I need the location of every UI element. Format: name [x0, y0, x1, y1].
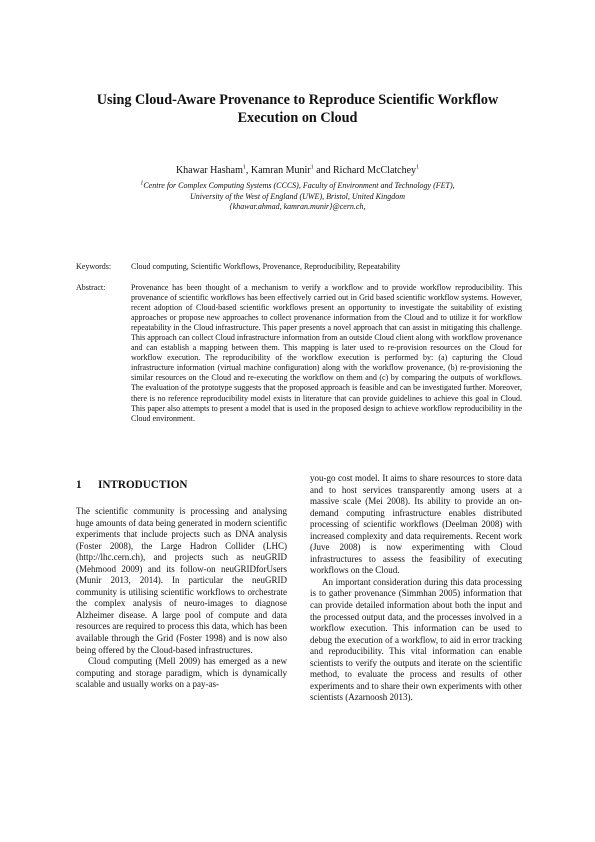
left-column — [76, 506, 287, 691]
body-paragraph: Cloud computing (Mell 2009) has emerged as a new computing and storage paradigm, which is dynamically scalable and usually works on a pay-as- — [76, 656, 287, 690]
affiliation-marker: 1 — [310, 164, 314, 171]
section-number: 1 — [76, 479, 82, 491]
keywords-label: Keywords: — [76, 262, 112, 271]
paper-title — [60, 92, 535, 127]
right-column — [310, 473, 522, 704]
affiliation-marker: 1 — [140, 180, 144, 187]
affiliation-block — [60, 181, 535, 213]
title-line-2: Execution on Cloud — [237, 109, 358, 126]
author-name: Khawar Hasham — [175, 165, 243, 176]
author-list — [80, 165, 515, 177]
keywords-text: Cloud computing, Scientific Workflows, Provenance, Reproducibility, Repeatability — [131, 262, 401, 271]
author-name: and Richard McClatchey — [316, 165, 417, 176]
section-title: INTRODUCTION — [98, 479, 188, 491]
affiliation-line: University of the West of England (UWE), Bristol, United Kingdom — [189, 191, 405, 201]
section-heading — [76, 479, 286, 491]
author-separator: , — [245, 165, 251, 176]
abstract-text: Provenance has been thought of a mechanism to verify a workflow and to provide workflow reproducibility. This provenance of scientific workflows has been effectively carried out in Grid based scientific workflow systems. However, recent adoption of Cloud-based scientific workflows present an opportunity to investigate the suitability of existing approaches or propose new approaches to collect provenance information from the Cloud and to utilize it for workflow repeatability in the Cloud infrastructure. This paper presents a novel approach that can assist in mitigating this challenge. This approach can collect Cloud infrastructure information from an outside Cloud client along with workflow provenance and can establish a mapping between them. This mapping is later used to re-provision resources on the Cloud for workflow execution. The reproducibility of the workflow execution is performed by: (a) capturing the Cloud infrastructure information (virtual machine configuration) along with the workflow provenance, (b) re-provisioning the similar resources on the Cloud and re-executing the workflow on them and (c) by comparing the outputs of workflows. The evaluation of the prototype suggests that the proposed approach is feasible and can be investigated further. Moreover, there is no reference reproducibility model exists in literature that can provide guidelines to achieve this goal in Cloud. This paper also attempts to present a model that is used in the proposed design to achieve workflow reproducibility in the Cloud environment. — [131, 283, 522, 423]
affiliation-line: $^1$Centre for Complex Computing Systems (CCCS), Faculty of Environment and Technology (FET), — [140, 180, 455, 190]
author-emails: {khawar.ahmad, kamran.munir}@cern.ch, — [229, 202, 366, 211]
affiliation-marker: 1 — [242, 164, 246, 171]
title-line-1: Using Cloud-Aware Provenance to Reproduce Scientific Workflow — [96, 92, 499, 108]
body-paragraph: An important consideration during this data processing is to gather provenance (Simmhan 2005) information that can provide detailed information about both the input and the processed output data, and the processes involved in a workflow execution. This information can be used to debug the execution of a workflow, to aid in error tracking and reproducibility. This vital information can enable scientists to verify the outputs and iterate on the scientific method, to evaluate the process and results of other experiments and to share their own experiments with other scientists (Azarnoosh 2013). — [310, 576, 522, 703]
abstract-label: Abstract: — [76, 283, 106, 292]
affiliation-marker: 1 — [416, 164, 420, 171]
author-name: Kamran Munir — [250, 165, 311, 176]
body-paragraph: you-go cost model. It aims to share resources to store data and to host services transparently among users at a massive scale (Mei 2008). Its ability to provide an on-demand computing infrastructure enables distributed processing of scientific workflows (Deelman 2008) with increased complexity and data requirements. Recent work (Juve 2008) is now experimenting with Cloud infrastructures to assess the feasibility of executing workflows on the Cloud. — [310, 473, 522, 576]
body-paragraph: The scientific community is processing and analysing huge amounts of data being generated in modern scientific experiments that include projects such as DNA analysis (Foster 2008), the Large Hadron Collider (LHC) (http://lhc.cern.ch), and projects such as neuGRID (Mehmood 2009) and its follow-on neuGRIDforUsers (Munir 2013, 2014). In particular the neuGRID community is utilising scientific workflows to orchestrate the complex analysis of neuro-images to diagnose Alzheimer disease. A large pool of compute and data resources are required to process this data, which has been available through the Grid (Foster 1998) and is now also being offered by the Cloud-based infrastructures. — [76, 506, 287, 655]
